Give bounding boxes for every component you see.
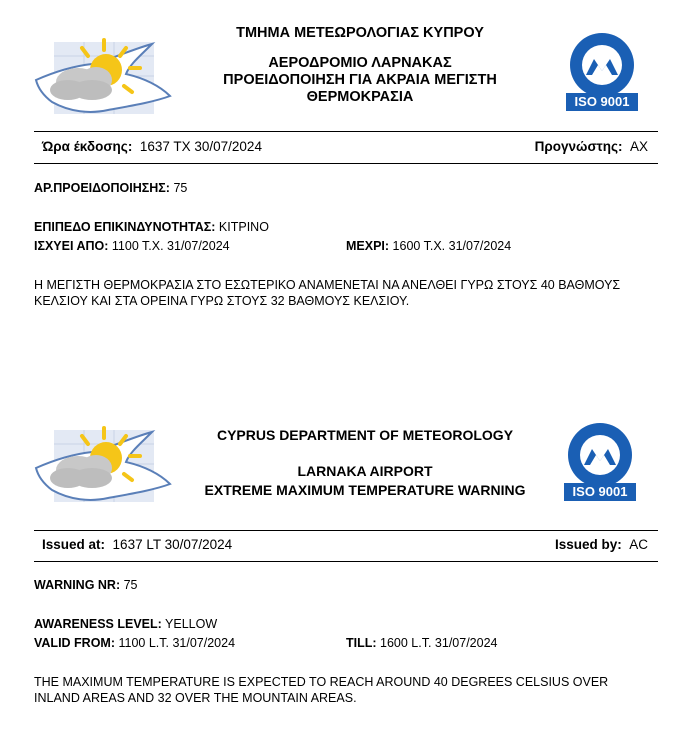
valid-till-label: ΜΕΧΡΙ:	[346, 239, 390, 253]
awareness-level-label: AWARENESS LEVEL:	[34, 617, 162, 631]
meteorology-logo	[34, 424, 184, 508]
iso-label: ISO 9001	[574, 94, 630, 109]
station-title-en: LARNAKA AIRPORT	[297, 463, 433, 479]
valid-till-value: 1600 L.T. 31/07/2024	[380, 636, 498, 650]
iso-label: ISO 9001	[572, 484, 628, 499]
awareness-level-value: ΚΙΤΡΙΝΟ	[218, 220, 269, 234]
org-title-en: CYPRUS DEPARTMENT OF METEOROLOGY	[216, 427, 514, 443]
iso-logo	[558, 31, 646, 115]
station-title-gr: ΑΕΡΟΔΡΟΜΙΟ ΛΑΡΝΑΚΑΣ	[268, 55, 452, 71]
valid-from-label: ΙΣΧΥΕΙ ΑΠΟ:	[34, 239, 109, 253]
issue-time-gr	[42, 139, 262, 154]
forecaster-value: AC	[629, 537, 648, 552]
forecaster-label: Προγνώστης:	[534, 139, 623, 154]
warning-number-label: ΑΡ.ΠΡΟΕΙΔΟΠΟΙΗΣΗΣ:	[34, 181, 170, 195]
issue-time-en	[42, 537, 232, 552]
warning-number-value: 75	[173, 181, 188, 195]
valid-from-gr	[34, 239, 230, 253]
awareness-level-gr	[34, 220, 269, 234]
divider	[34, 561, 658, 562]
divider	[34, 163, 658, 164]
valid-till-en	[346, 636, 498, 650]
divider	[34, 131, 658, 132]
iso-logo	[556, 421, 644, 505]
meteorology-logo	[34, 36, 184, 120]
warning-number-label: WARNING NR:	[34, 578, 121, 592]
awareness-level-value: YELLOW	[165, 617, 218, 631]
valid-from-value: 1100 Τ.Χ. 31/07/2024	[111, 239, 230, 253]
warning-text-gr: Η ΜΕΓΙΣΤΗ ΘΕΡΜΟΚΡΑΣΙΑ ΣΤΟ ΕΣΩΤΕΡΙΚΟ ΑΝΑΜΕΝΕΤΑΙ ΝΑ ΑΝΕΛΘΕΙ ΓΥΡΩ ΣΤΟΥΣ 40 ΒΑΘΜΟΥΣ ΚΕΛΣΙΟΥ ΚΑΙ ΣΤΑ ΟΡΕΙΝΑ ΓΥΡΩ ΣΤΟΥΣ 32 ΒΑΘΜΟΥΣ ΚΕΛΣΙΟΥ.	[34, 278, 621, 308]
warning-number-gr	[34, 181, 187, 195]
divider	[34, 530, 658, 531]
valid-from-value: 1100 L.T. 31/07/2024	[118, 636, 236, 650]
issue-label: Ώρα έκδοσης:	[42, 139, 133, 154]
warning-number-en	[34, 578, 138, 592]
valid-till-label: TILL:	[346, 636, 377, 650]
awareness-level-en	[34, 617, 217, 631]
forecaster-label: Issued by:	[554, 537, 622, 552]
forecaster-en	[555, 537, 648, 552]
valid-from-en	[34, 636, 235, 650]
org-title-gr: ΤΜΗΜΑ ΜΕΤΕΩΡΟΛΟΓΙΑΣ ΚΥΠΡΟΥ	[236, 25, 484, 41]
issue-value: 1637 LT 30/07/2024	[112, 537, 233, 552]
forecaster-value: ΑΧ	[629, 139, 648, 154]
warning-title-gr-line2: ΘΕΡΜΟΚΡΑΣΙΑ	[306, 89, 414, 105]
valid-from-label: VALID FROM:	[34, 636, 116, 650]
issue-label: Issued at:	[42, 537, 106, 552]
warning-title-gr-line1: ΠΡΟΕΙΔΟΠΟΙΗΣΗ ΓΙΑ ΑΚΡΑΙΑ ΜΕΓΙΣΤΗ	[223, 72, 497, 88]
valid-till-gr	[346, 239, 511, 253]
warning-number-value: 75	[123, 578, 138, 592]
awareness-level-label: ΕΠΙΠΕΔΟ ΕΠΙΚΙΝΔΥΝΟΤΗΤΑΣ:	[34, 220, 216, 234]
warning-title-en: EXTREME MAXIMUM TEMPERATURE WARNING	[204, 482, 526, 498]
issue-value: 1637 ΤΧ 30/07/2024	[139, 139, 262, 154]
valid-till-value: 1600 Τ.Χ. 31/07/2024	[392, 239, 512, 253]
warning-text-en: THE MAXIMUM TEMPERATURE IS EXPECTED TO REACH AROUND 40 DEGREES CELSIUS OVER INLAND AREAS AND 32 OVER THE MOUNTAIN AREAS.	[34, 675, 609, 705]
forecaster-gr	[535, 139, 648, 154]
